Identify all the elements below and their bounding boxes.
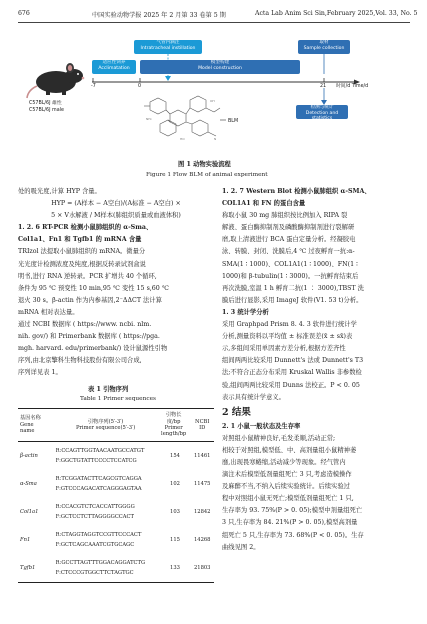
statistics-line: 法;不符合正态分布采用 Kruskal Wallis 非参数检 xyxy=(222,369,362,377)
rtpcr-para-line: 明书,进行 RNA 逆转录。PCR 扩增共 40 个循环, xyxy=(18,272,157,280)
length-cell: 103 xyxy=(170,508,180,515)
western-blot-line: 解液、蛋白酶抑制剂及磷酸酶抑制剂进行裂解研 xyxy=(222,224,355,232)
mouse-label-en: C57BL/6J male xyxy=(29,108,64,113)
section-1-2-6-heading: 1. 2. 6 RT-PCR 检测小鼠肺组织的 α-Sma、 xyxy=(18,224,153,232)
col-header-length: 引物长 度/bp Primer length/bp xyxy=(161,412,187,438)
left-line-1: 处的吸光度,计算 HYP 含量。 xyxy=(18,188,101,195)
results-line: 生存率为 93. 75%(P > 0. 05);模型中剂量组死亡 xyxy=(222,507,363,515)
section-1-3-heading: 1. 3 统计学分析 xyxy=(222,308,269,316)
stage-detection xyxy=(296,105,348,122)
hyp-formula-line1: HYP = (A样本 − A空白)/(A标准 − A空白) × xyxy=(51,200,181,208)
gene-cell: Fn1 xyxy=(20,536,31,543)
col-header-gene: 基因名称 Gene name xyxy=(20,415,41,435)
stage-acclimatation-cn: 适应性饲养 xyxy=(102,60,126,65)
table-header-row xyxy=(18,409,214,441)
results-line: 3 只,生存率为 84. 21%(P > 0. 05),模型高剂量 xyxy=(222,519,358,527)
stage-model-en: Model construction xyxy=(198,66,242,72)
primer-forward: F:GCTCCTCTTAGGGGCCACT xyxy=(55,513,134,520)
section-1-2-7-heading-cont: COL1A1 和 FN 的蛋白含量 xyxy=(222,200,306,208)
svg-text:HO: HO xyxy=(180,137,185,141)
rtpcr-para-line: TRIzol 法提取小鼠肺组织的 mRNA。微量分 xyxy=(18,248,146,256)
ncbi-id-cell: 12842 xyxy=(193,508,211,515)
stage-model-construction xyxy=(140,60,300,74)
section-1-2-6-heading-cont: Col1a1、Fn1 和 Tgfb1 的 mRNA 含量 xyxy=(18,236,142,244)
table-row xyxy=(18,526,214,554)
stage-model-cn: 模型构建 xyxy=(210,60,230,65)
ncbi-id-cell: 11461 xyxy=(193,452,211,459)
tick-0: 0 xyxy=(138,84,142,89)
results-line: 及麻醉不当,不纳入后续实验统计。后续实验过 xyxy=(222,483,350,491)
primer-reverse: R:TCGGATACTTCAGCGTCAGGA xyxy=(55,476,142,483)
statistics-line: 示,多组间采用单因素方差分析,根据方差齐性 xyxy=(222,345,346,353)
detection-arrow xyxy=(321,88,327,106)
stage-sample-cn: 取材 xyxy=(319,40,329,45)
results-line: 组死亡 5 只,生存率为 73. 68%(P < 0. 05)。生存 xyxy=(222,531,364,539)
table-row xyxy=(18,554,214,582)
primer-reverse: R:CCAGTTGGTAACAATGCCATGT xyxy=(55,448,145,455)
length-cell: 133 xyxy=(170,564,180,571)
western-blot-line: 1000)和 β-tubulin(1 ∶ 3000)。一抗孵育结束后 xyxy=(222,272,359,280)
table-row xyxy=(18,470,214,498)
results-line: 靡,出现畏寒蜷缩,活动减少等现象。经气管内 xyxy=(222,458,346,466)
primer-forward: F:GTCCCAGACATCAGGGAGTAA xyxy=(55,485,142,492)
figure-1 xyxy=(20,26,410,152)
results-line: 对照组小鼠精神良好,毛发柔顺,活动正常; xyxy=(222,434,336,442)
western-blot-line: 称取小鼠 30 mg 肺组织按比例加入 RIPA 裂 xyxy=(222,212,348,220)
statistics-line: 分析,测量资料以平均值 ± 标准误差(x̄ ± sx̄)表 xyxy=(222,333,353,341)
ncbi-id-cell: 11475 xyxy=(193,480,211,487)
statistics-line: 采用 Graphpad Prism 8. 4. 3 软件进行统计学 xyxy=(222,321,357,329)
mouse-label-cn: C57BL/6J 雄性 xyxy=(29,101,62,106)
primer-reverse: R:GCCTTAGTTTGGACAGGATCTG xyxy=(55,560,146,567)
rtpcr-para-line: 光光度计检测浓度及纯度,根据反转录试剂盒说 xyxy=(18,260,146,268)
rtpcr-para-line: 条件为 95 ℃ 预变性 10 min,95 ℃ 变性 15 s,60 ℃ xyxy=(18,284,169,292)
results-line: 程中对照组小鼠无死亡;模型低剂量组死亡 1 只, xyxy=(222,495,354,503)
primer-table-grid xyxy=(18,409,214,441)
section-1-2-7-heading: 1. 2. 7 Western Blot 检测小鼠肺组织 α-SMA、 xyxy=(222,188,371,195)
section-2-1-heading: 2. 1 小鼠一般状态及生存率 xyxy=(222,422,301,430)
left-column xyxy=(18,186,214,380)
statistics-line: 组间两两比较采用 Dunnett's 法或 Dunnett's T3 xyxy=(222,357,364,365)
tick-21: 21 xyxy=(320,84,327,89)
primer-reverse: R:CCACGTCTCACCATTGGGG xyxy=(55,504,135,511)
tick-neg7: -7 xyxy=(91,84,96,89)
western-blot-line: 泳、转膜、封闭、洗膜后,4 ℃ 过夜孵育一抗:α- xyxy=(222,248,355,256)
table-1-title-en: Table 1 Primer sequences xyxy=(80,396,156,402)
stage-detection-en: Detection and statistics xyxy=(305,111,339,122)
ncbi-id-cell: 21803 xyxy=(193,564,211,571)
col-header-sequence: 引物序列(5′-3′) Primer sequence(5′-3′) xyxy=(75,418,136,431)
header-rule xyxy=(18,22,410,23)
rtpcr-para-line: 退火 30 s。β-actin 作为内参基因,2⁻ΔΔCT 法计算 xyxy=(18,296,162,304)
svg-text:N: N xyxy=(214,137,217,141)
hyp-formula-line2: 5 × V水解液 / M样本(肺组织质量或血液体积) xyxy=(51,212,181,220)
length-cell: 115 xyxy=(170,536,180,543)
results-line: 相较于对照组,模型低、中、高剂量组小鼠精神萎 xyxy=(222,446,357,454)
results-line: 曲线见图 2。 xyxy=(222,543,260,551)
table-row xyxy=(18,498,214,526)
western-blot-line: 磨,取上清液进行 BCA 蛋白定量分析。经凝胶电 xyxy=(222,236,356,244)
western-blot-line: 再次洗膜,室温 1 h 孵育二抗(1 ∶ 3000),TBST 洗 xyxy=(222,284,364,292)
gene-cell: Col1a1 xyxy=(20,508,39,515)
mouse-icon xyxy=(26,56,86,100)
primer-table-body xyxy=(18,442,214,582)
section-2-heading: 2 结果 xyxy=(222,406,251,418)
stage-instillation-en: Intratracheal instillation xyxy=(140,46,196,52)
stage-detection-cn: 检测与统计 xyxy=(310,105,334,110)
primer-design-line: 通过 NCBI 数据库 ( https://www. ncbi. nlm. xyxy=(18,321,152,329)
primer-forward: F:CTCCCGTGGCTTCTAGTGC xyxy=(55,569,134,576)
figure-caption-cn: 图 1 动物实验流程 xyxy=(178,161,231,168)
stage-instillation xyxy=(134,40,202,54)
sample-arrow xyxy=(321,54,327,78)
primer-forward: F:GCTCAGCAAATCGTGCAGC xyxy=(55,541,135,548)
stage-acclimatation-en: Acclimatation xyxy=(98,66,130,72)
svg-text:OH: OH xyxy=(210,99,215,103)
primer-design-line: mgh. harvard. edu/primerbank/) 设计鼠源性引物 xyxy=(18,345,168,353)
western-blot-line: 膜后进行显影,采用 ImageJ 软件(V1. 53 t)分析。 xyxy=(222,296,363,304)
primer-table xyxy=(18,408,214,583)
stage-acclimatation xyxy=(92,60,136,74)
primer-design-line: 序列,由北京擎科生物科技股份有限公司合成, xyxy=(18,357,142,365)
results-line: 滴注术后模型低剂量组死亡 3 只,考虑造模操作 xyxy=(222,471,352,479)
journal-title-cn: 中国实验动物学报 2025 年 2 月第 33 卷第 5 期 xyxy=(92,12,226,19)
ncbi-id-cell: 14268 xyxy=(193,536,211,543)
page-number: 676 xyxy=(18,10,30,17)
gene-cell: β-actin xyxy=(20,452,38,459)
blm-label: BLM xyxy=(228,119,239,124)
gene-cell: α-Sma xyxy=(20,480,37,487)
rtpcr-para-line: mRNA 相对表达量。 xyxy=(18,308,79,316)
col-header-ncbi-id: NCBI ID xyxy=(195,418,210,431)
table-row xyxy=(18,442,214,470)
western-blot-line: SMA(1 ∶ 1000)、COL1A1(1 ∶ 1000)、FN(1 ∶ xyxy=(222,260,358,268)
statistics-line: 验,组间两两比较采用 Dunns 法校正。P < 0. 05 xyxy=(222,381,360,389)
journal-title-en: Acta Lab Anim Sci Sin,February 2025,Vol. 33, No. 5 xyxy=(255,10,418,17)
primer-forward: F:GGCTGTATTCCCCTCCATCG xyxy=(55,457,137,464)
length-cell: 102 xyxy=(170,480,180,487)
primer-reverse: R:CTAGGTAGGTCCGTTCCCACT xyxy=(55,532,142,539)
blm-arrow-icon xyxy=(220,116,228,124)
stage-sample-en: Sample collection xyxy=(303,46,345,52)
svg-text:NH₂: NH₂ xyxy=(146,117,152,121)
time-axis-label: 时间/d Time/d xyxy=(336,84,369,89)
stage-instillation-cn: 气管内滴注 xyxy=(156,40,180,45)
stage-sample-collection xyxy=(298,40,350,54)
primer-design-line: nih. gov/) 和 Primerbank 数据库 ( https://pga. xyxy=(18,333,160,341)
table-1-title-cn: 表 1 引物序列 xyxy=(88,386,129,393)
right-column xyxy=(222,186,412,554)
statistics-line: 表示具有统计学意义。 xyxy=(222,393,285,401)
blm-structure-icon xyxy=(140,92,230,144)
primer-design-line: 序列详见表 1。 xyxy=(18,369,62,377)
figure-caption-en: Figure 1 Flow BLM of animal experiment xyxy=(146,172,268,178)
gene-cell: Tgfb1 xyxy=(20,564,36,571)
length-cell: 154 xyxy=(170,452,180,459)
